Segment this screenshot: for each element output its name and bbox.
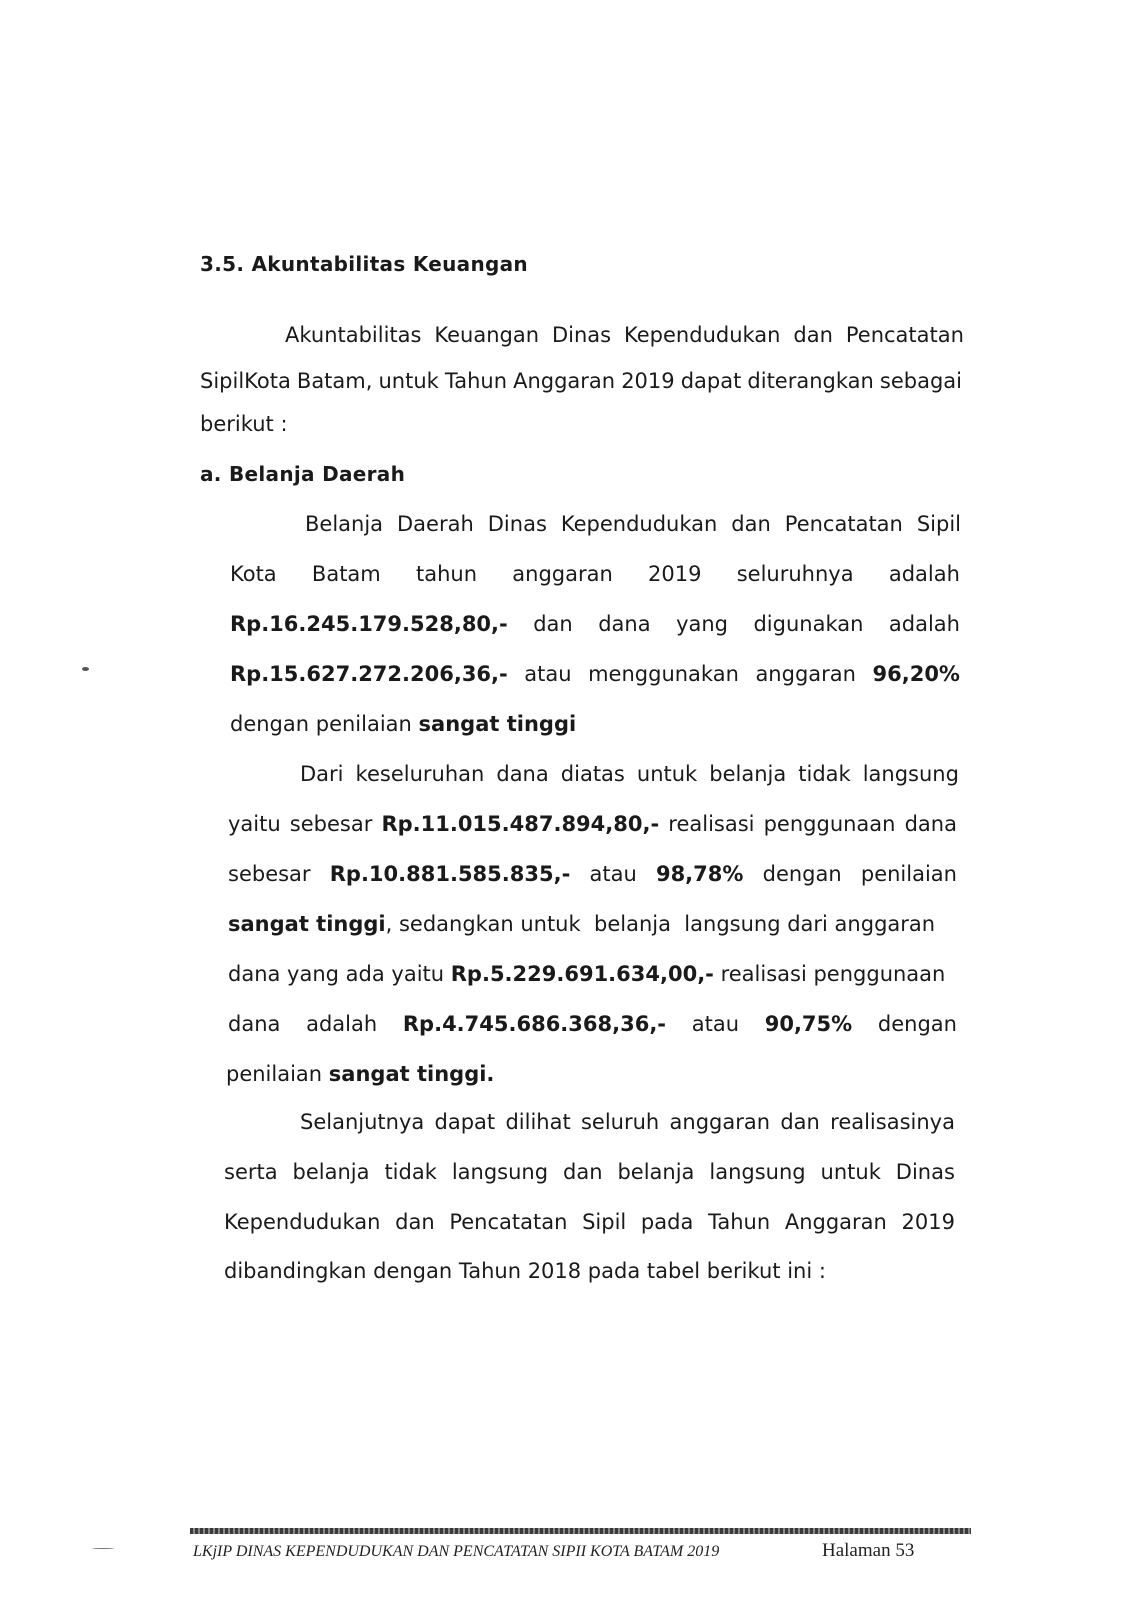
- word: keseluruhan: [355, 762, 485, 786]
- word: dilihat: [505, 1110, 571, 1134]
- word: untuk: [378, 369, 439, 393]
- word: diterangkan: [747, 369, 874, 393]
- word: dana: [228, 1012, 281, 1036]
- word: 2019: [901, 1210, 955, 1234]
- word: Sipil: [582, 1210, 627, 1234]
- indirect-realization-amount: Rp.10.881.585.835,-: [329, 862, 571, 886]
- word: anggaran: [755, 662, 856, 686]
- word: dapat: [680, 369, 742, 393]
- intro-line-3: berikut :: [200, 412, 288, 436]
- word: Tahun: [444, 369, 508, 393]
- word: tidak: [384, 1160, 437, 1184]
- word: yang: [676, 612, 728, 636]
- word: tahun: [416, 562, 478, 586]
- word: Kependudukan: [560, 512, 718, 536]
- word: Belanja: [305, 512, 384, 536]
- word: tidak: [798, 762, 851, 786]
- word: sebesar: [228, 862, 311, 886]
- word: Anggaran: [784, 1210, 887, 1234]
- word: Sipil: [916, 512, 961, 536]
- word: Dinas: [551, 323, 612, 347]
- para2-line-2: [228, 810, 957, 838]
- word: Pencatatan: [845, 323, 964, 347]
- word: adalah: [888, 562, 960, 586]
- word: langsung: [862, 762, 959, 786]
- word: digunakan: [753, 612, 864, 636]
- footer-rule: [190, 1528, 971, 1534]
- word: Keuangan: [434, 323, 540, 347]
- word: dan: [793, 323, 833, 347]
- word: dan: [731, 512, 771, 536]
- direct-percentage: 90,75%: [764, 1012, 853, 1036]
- para1-line-4: [230, 660, 960, 688]
- word: adalah: [888, 612, 960, 636]
- word: dana: [904, 812, 957, 836]
- word: langsung: [451, 1160, 549, 1184]
- indirect-percentage: 98,78%: [655, 862, 744, 886]
- subsection-heading: [200, 460, 405, 488]
- indirect-budget-amount: Rp.11.015.487.894,80,-: [381, 812, 660, 836]
- word: untuk: [636, 762, 698, 786]
- section-title: Akuntabilitas Keuangan: [251, 252, 528, 276]
- word: menggunakan: [588, 662, 739, 686]
- total-budget-amount: Rp.16.245.179.528,80,-: [230, 612, 508, 636]
- word: Selanjutnya: [300, 1110, 425, 1134]
- direct-realization-amount: Rp.4.745.686.368,36,-: [402, 1012, 667, 1036]
- word: dengan: [762, 862, 842, 886]
- text: penilaian: [226, 1062, 329, 1086]
- para2-line-3: [228, 860, 957, 888]
- word: Dinas: [487, 512, 547, 536]
- word: Tahun: [708, 1210, 771, 1234]
- para3-line-3: [224, 1208, 955, 1236]
- word: belanja: [292, 1160, 370, 1184]
- word: seluruh: [580, 1110, 660, 1134]
- word: dana: [598, 612, 651, 636]
- para1-line-2: [230, 560, 960, 588]
- text: dana yang ada yaitu: [228, 962, 451, 986]
- word: anggaran: [512, 562, 613, 586]
- para2-line-1: [300, 760, 959, 788]
- rating-text: sangat tinggi: [228, 912, 386, 936]
- word: langsung: [709, 1160, 806, 1184]
- word: untuk: [820, 1160, 881, 1184]
- word: atau: [524, 662, 572, 686]
- word: SipilKota: [200, 369, 291, 393]
- word: sebagai: [879, 369, 962, 393]
- scan-speck: [82, 667, 89, 671]
- para2-line-5: [228, 960, 945, 988]
- para2-line-7: [226, 1060, 494, 1088]
- scan-speck: [92, 1548, 114, 1549]
- word: Pencatatan: [784, 512, 903, 536]
- word: anggaran: [669, 1110, 771, 1134]
- para1-line-1: [305, 510, 961, 538]
- word: Anggaran: [513, 369, 616, 393]
- word: Batam: [311, 562, 381, 586]
- word: dan: [563, 1160, 603, 1184]
- footer-page-number: Halaman 53: [822, 1540, 915, 1561]
- word: yaitu: [228, 812, 281, 836]
- rating-text: sangat tinggi: [418, 712, 577, 736]
- word: belanja: [617, 1160, 695, 1184]
- word: 2019: [648, 562, 702, 586]
- word: penilaian: [860, 862, 957, 886]
- subsection-title: Belanja Daerah: [228, 462, 406, 486]
- word: dan: [533, 612, 573, 636]
- word: dana: [496, 762, 549, 786]
- word: dan: [395, 1210, 435, 1234]
- para2-line-4: [228, 910, 935, 938]
- text: , sedangkan untuk belanja langsung dari anggaran: [385, 912, 936, 936]
- word: dan: [780, 1110, 820, 1134]
- direct-budget-amount: Rp.5.229.691.634,00,-: [450, 962, 714, 986]
- word: adalah: [306, 1012, 378, 1036]
- para3-line-2: [224, 1158, 955, 1186]
- word: dengan: [877, 1012, 957, 1036]
- text: realisasi penggunaan: [713, 962, 946, 986]
- word: Batam,: [296, 369, 373, 393]
- word: dapat: [434, 1110, 496, 1134]
- word: realisasinya: [830, 1110, 955, 1134]
- section-number: 3.5.: [200, 252, 245, 276]
- total-percentage: 96,20%: [872, 662, 960, 686]
- para1-line-5: [230, 710, 576, 738]
- rating-text: sangat tinggi.: [328, 1062, 495, 1086]
- word: Kependudukan: [224, 1210, 381, 1234]
- word: Pencatatan: [449, 1210, 568, 1234]
- para3-line-1: [300, 1108, 955, 1136]
- para3-line-4: dibandingkan dengan Tahun 2018 pada tabel berikut ini :: [224, 1259, 826, 1283]
- intro-line-1: [285, 321, 964, 349]
- word: 2019: [621, 369, 675, 393]
- word: diatas: [560, 762, 625, 786]
- word: Daerah: [397, 512, 474, 536]
- para2-line-6: [228, 1010, 957, 1038]
- word: sebesar: [289, 812, 373, 836]
- word: Dari: [300, 762, 344, 786]
- word: atau: [691, 1012, 740, 1036]
- intro-line-2: [200, 367, 962, 395]
- word: realisasi: [668, 812, 755, 836]
- word: belanja: [709, 762, 787, 786]
- word: serta: [224, 1160, 278, 1184]
- word: Akuntabilitas: [285, 323, 422, 347]
- section-heading: [200, 250, 528, 278]
- word: Dinas: [895, 1160, 955, 1184]
- word: seluruhnya: [736, 562, 854, 586]
- text: dengan penilaian: [230, 712, 412, 736]
- para1-line-3: [230, 610, 960, 638]
- word: Kependudukan: [624, 323, 781, 347]
- word: atau: [589, 862, 637, 886]
- word: Kota: [230, 562, 277, 586]
- used-budget-amount: Rp.15.627.272.206,36,-: [230, 662, 508, 686]
- word: penggunaan: [763, 812, 896, 836]
- word: pada: [640, 1210, 694, 1234]
- subsection-label: a.: [200, 462, 222, 486]
- footer-document-title: LKjIP DINAS KEPENDUDUKAN DAN PENCATATAN SIPII KOTA BATAM 2019: [193, 1543, 720, 1560]
